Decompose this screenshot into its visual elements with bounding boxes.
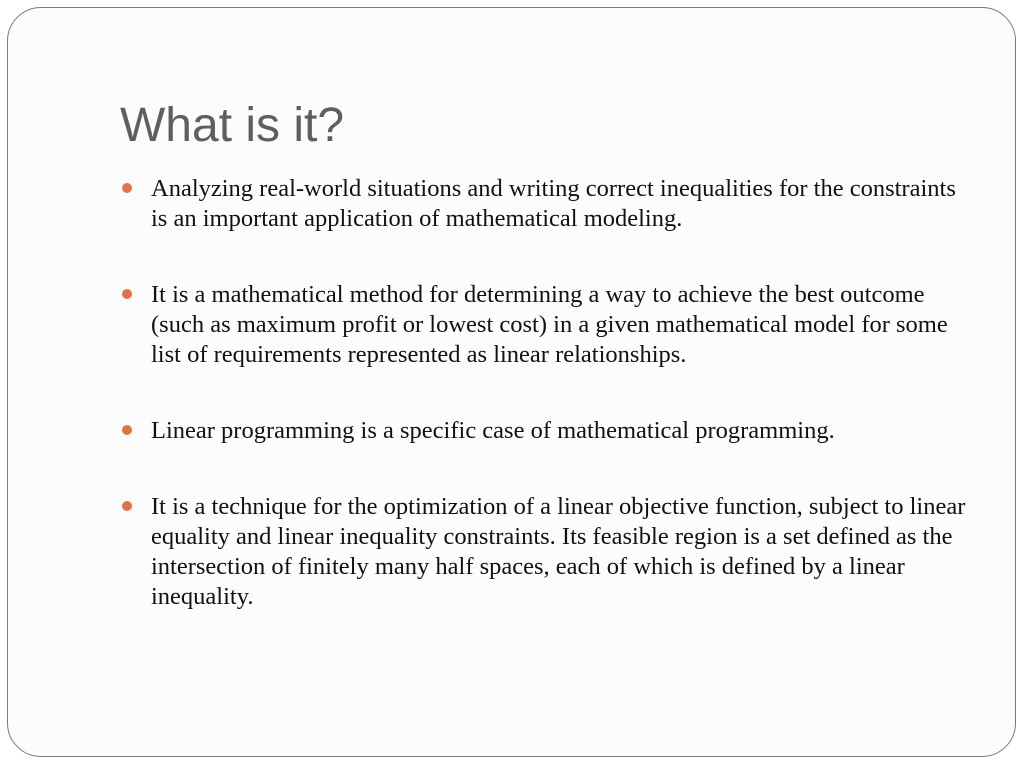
bullet-list [120,174,966,658]
bullet-dot-icon [122,183,132,193]
bullet-item [120,174,966,234]
bullet-dot-icon [122,289,132,299]
bullet-dot-icon [122,501,132,511]
bullet-item [120,492,966,612]
bullet-text: It is a mathematical method for determining a way to achieve the best outcome (such as maximum profit or lowest cost) in a given mathematical model for some list of requirements represented as linear relationships. [151,281,948,368]
bullet-dot-icon [122,425,132,435]
slide-frame [7,7,1016,757]
slide-title: What is it? [120,99,345,152]
bullet-text: It is a technique for the optimization of a linear objective function, subject to linear equality and linear inequality constraints. Its feasible region is a set defined as the intersection of finitely many half spaces, each of which is defined by a linear inequality. [151,493,966,610]
bullet-item [120,416,966,446]
bullet-item [120,280,966,370]
bullet-text: Linear programming is a specific case of mathematical programming. [151,417,835,444]
bullet-text: Analyzing real-world situations and writing correct inequalities for the constraints is an important application of mathematical modeling. [151,175,956,232]
